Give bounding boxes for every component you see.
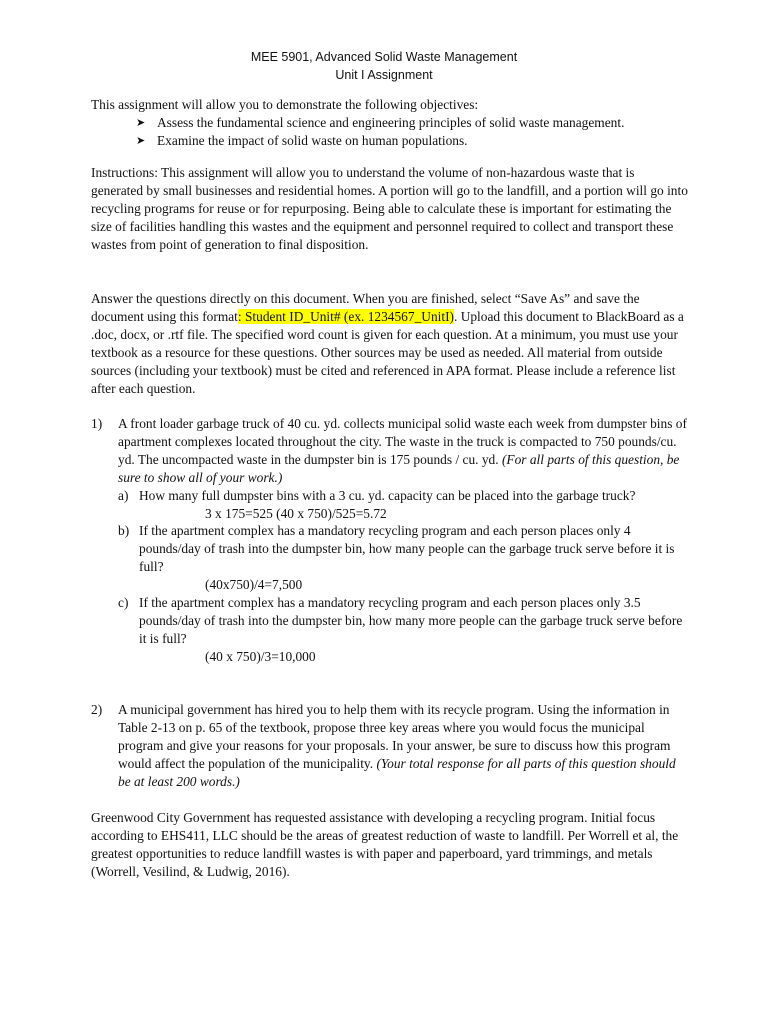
student-response: Greenwood City Government has requested assistance with developing a recycling program. Initial focus according to EHS411, LLC should be the areas of greatest reduction of waste to landfill. Per Worrell et al, the greatest opportunities to reduce landfill wastes is with paper and paperboard, yard trimmings, and metals (Worrell, Vesilind, & Ludwig, 2016). [91, 810, 679, 879]
question-text: A front loader garbage truck of 40 cu. yd. collects municipal solid waste each week from dumpster bins of apartment complexes located throughout the city. The waste in the truck is compacted to 750 pounds/cu. yd. The uncompacted waste in the dumpster bin is 175 pounds / cu. yd. [118, 416, 687, 467]
objective-text: Examine the impact of solid waste on human populations. [157, 132, 468, 148]
part-letter: a) [118, 487, 129, 503]
question-number: 1) [91, 416, 103, 431]
objective-text: Assess the fundamental science and engineering principles of solid waste management. [157, 114, 625, 130]
filename-format-highlight: : Student ID_Unit# (ex. 1234567_UnitI) [237, 308, 454, 324]
question-1 [91, 415, 688, 666]
part-answer: (40x750)/4=7,500 [205, 577, 303, 593]
part-answer: 3 x 175=525 (40 x 750)/525=5.72 [205, 505, 387, 521]
document-header [0, 48, 768, 84]
part-letter: c) [118, 595, 129, 611]
submission-text-end: . Upload this document to BlackBoard as a .doc, docx, or .rtf file. The specified word count is given for each question. At a minimum, you must use your textbook as a resource for these questions. Other sources may be used as needed. All material from outside sources (including your textbook) must be cited and referenced in APA format. Please include a reference list after each question. [91, 308, 684, 396]
question-part-c [118, 594, 688, 666]
question-2-prompt [91, 701, 688, 791]
instructions-paragraph: Instructions: This assignment will allow you to understand the volume of non-hazardous waste that is generated by small businesses and residential homes. A portion will go to the landfill, and a portion will go into recycling programs for reuse or for repurposing. Being able to calculate these is important for estimating the size of facilities handling this wastes and the equipment and personnel required to collect and transport these wastes from point of generation to final disposition. [91, 165, 688, 252]
course-title: MEE 5901, Advanced Solid Waste Management [250, 50, 518, 64]
question-note: (For all parts of this question, be sure to show all of your work.) [118, 451, 680, 485]
question-note: (Your total response for all parts of this question should be at least 200 words.) [118, 755, 676, 789]
question-1-prompt [91, 415, 688, 666]
objectives-section [91, 96, 688, 150]
submission-text-start: Answer the questions directly on this document. When you are finished, select “Save As” and save the document using this format [91, 291, 640, 324]
part-text: If the apartment complex has a mandatory recycling program and each person places only 3.5 pounds/day of trash into the dumpster bin, how many more people can the garbage truck serve before it is full? [139, 595, 683, 646]
question-number: 2) [91, 702, 103, 717]
arrowhead-bullet-icon: ➤ [136, 133, 146, 147]
part-text: If the apartment complex has a mandatory recycling program and each person places only 4 pounds/day of trash into the dumpster bin, how many people can the garbage truck serve before it is full? [139, 523, 675, 575]
question-part-b [118, 522, 688, 594]
submission-paragraph [91, 290, 688, 397]
objectives-lead: This assignment will allow you to demonstrate the following objectives: [91, 97, 479, 112]
objectives-list [91, 114, 688, 150]
part-answer: (40 x 750)/3=10,000 [205, 648, 316, 664]
part-letter: b) [118, 523, 130, 539]
objective-item [136, 114, 688, 132]
arrowhead-bullet-icon: ➤ [136, 115, 146, 129]
question-part-a [118, 487, 688, 523]
assignment-title: Unit I Assignment [335, 68, 433, 82]
part-text: How many full dumpster bins with a 3 cu. yd. capacity can be placed into the garbage truck? [139, 487, 636, 503]
question-1-parts [118, 487, 688, 666]
question-2 [91, 701, 688, 791]
objective-item [136, 132, 688, 150]
question-text: A municipal government has hired you to help them with its recycle program. Using the information in Table 2-13 on p. 65 of the textbook, propose three key areas where you would focus the municipal program and give your reasons for your proposals. In your answer, be sure to discuss how this program would affect the population of the municipality. [118, 702, 671, 771]
